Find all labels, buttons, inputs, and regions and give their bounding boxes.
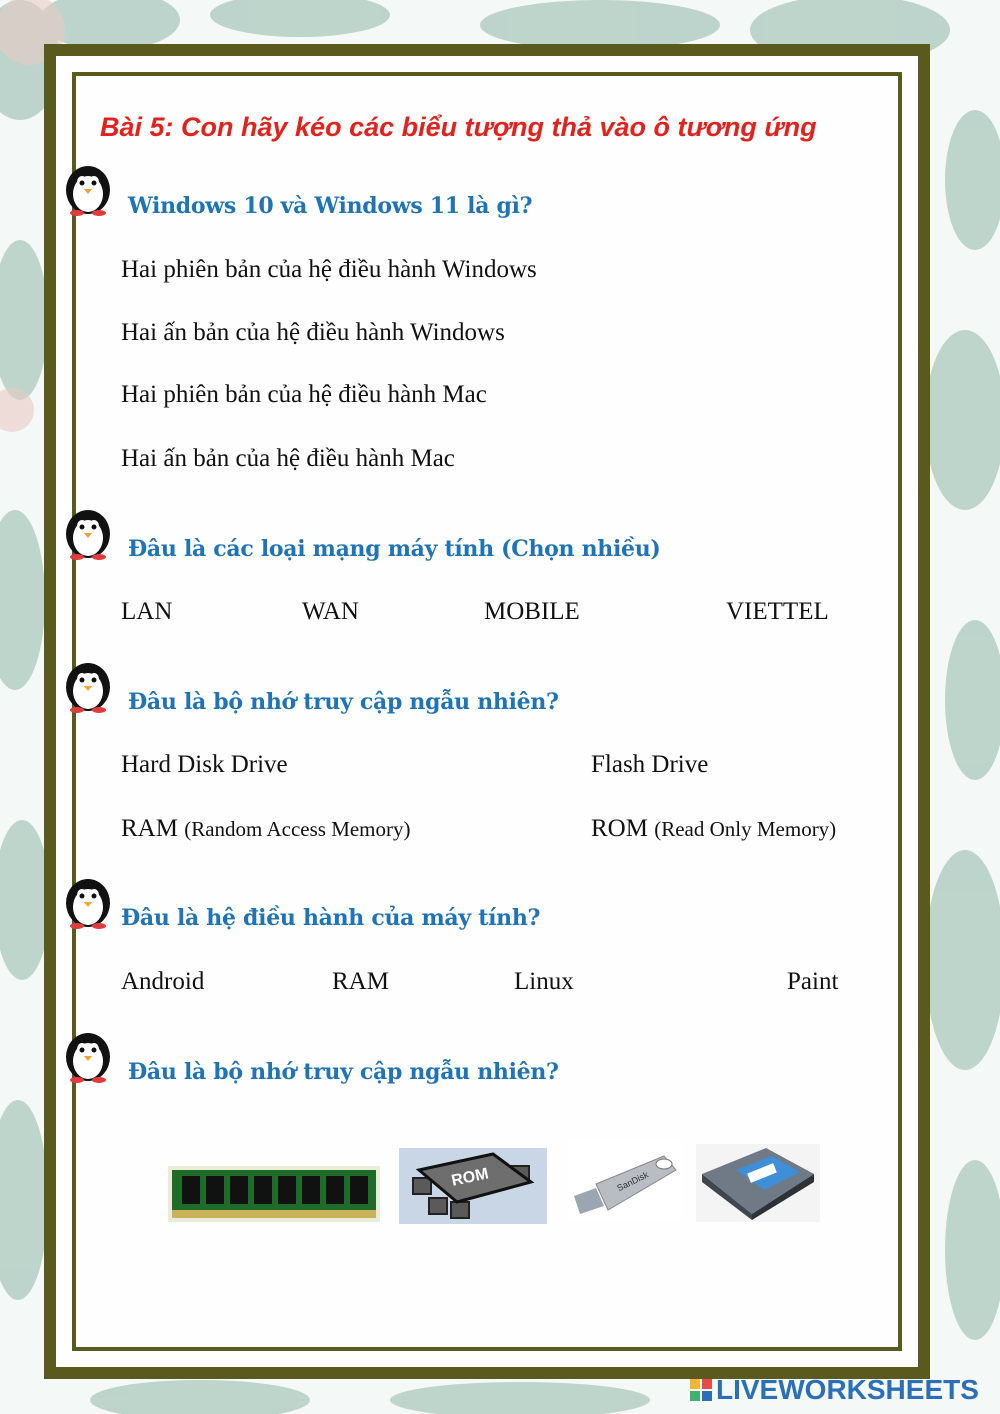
q3-option-rom-label: ROM (591, 815, 648, 842)
penguin-icon (62, 504, 114, 560)
question-1-text: Windows 10 và Windows 11 là gì? (128, 193, 533, 219)
worksheet-title: Bài 5: Con hãy kéo các biểu tượng thả vào ô tương ứng (100, 112, 817, 142)
q3-option-flash-label: Flash Drive (591, 751, 709, 778)
hard-disk-drive-image[interactable] (696, 1144, 820, 1222)
liveworksheets-text: LIVEWORKSHEETS (716, 1374, 979, 1405)
q4-option-linux[interactable]: Linux (514, 968, 574, 995)
q1-option-3[interactable]: Hai phiên bản của hệ điều hành Mac (121, 381, 487, 408)
q3-option-rom[interactable] (591, 815, 836, 843)
q3-option-ram[interactable] (121, 815, 411, 843)
ram-stick-image[interactable] (168, 1166, 380, 1222)
liveworksheets-brand (690, 1374, 979, 1406)
question-2-text: Đâu là các loại mạng máy tính (Chọn nhiều) (128, 536, 661, 562)
usb-flash-drive-label: SanDisk (615, 1169, 650, 1194)
q2-option-mobile[interactable]: MOBILE (484, 598, 580, 625)
question-3-text: Đâu là bộ nhớ truy cập ngẫu nhiên? (128, 689, 559, 715)
q3-option-rom-sub: (Read Only Memory) (654, 817, 837, 841)
penguin-icon (62, 657, 114, 713)
q2-option-lan[interactable]: LAN (121, 598, 173, 625)
q3-option-flash[interactable] (591, 751, 708, 779)
q4-option-android[interactable]: Android (121, 968, 205, 995)
q2-option-wan[interactable]: WAN (302, 598, 359, 625)
q1-option-4[interactable]: Hai ấn bản của hệ điều hành Mac (121, 445, 455, 472)
q3-option-ram-label: RAM (121, 815, 178, 842)
rom-chip-label: ROM (450, 1165, 491, 1190)
q4-option-ram[interactable]: RAM (332, 968, 389, 995)
q1-option-2[interactable]: Hai ấn bản của hệ điều hành Windows (121, 319, 505, 346)
q2-option-viettel[interactable]: VIETTEL (726, 598, 829, 625)
usb-flash-drive-image[interactable] (568, 1140, 682, 1222)
penguin-icon (62, 1027, 114, 1083)
liveworksheets-logo-icon (690, 1379, 712, 1401)
q3-option-hdd[interactable] (121, 751, 288, 779)
question-4-text: Đâu là hệ điều hành của máy tính? (121, 905, 541, 931)
penguin-icon (62, 160, 114, 216)
q3-option-ram-sub: (Random Access Memory) (184, 817, 411, 841)
q3-option-hdd-label: Hard Disk Drive (121, 751, 288, 778)
rom-chip-image[interactable] (399, 1148, 547, 1224)
question-5-text: Đâu là bộ nhớ truy cập ngẫu nhiên? (128, 1059, 559, 1085)
q4-option-paint[interactable]: Paint (787, 968, 839, 995)
penguin-icon (62, 873, 114, 929)
q1-option-1[interactable]: Hai phiên bản của hệ điều hành Windows (121, 256, 537, 283)
